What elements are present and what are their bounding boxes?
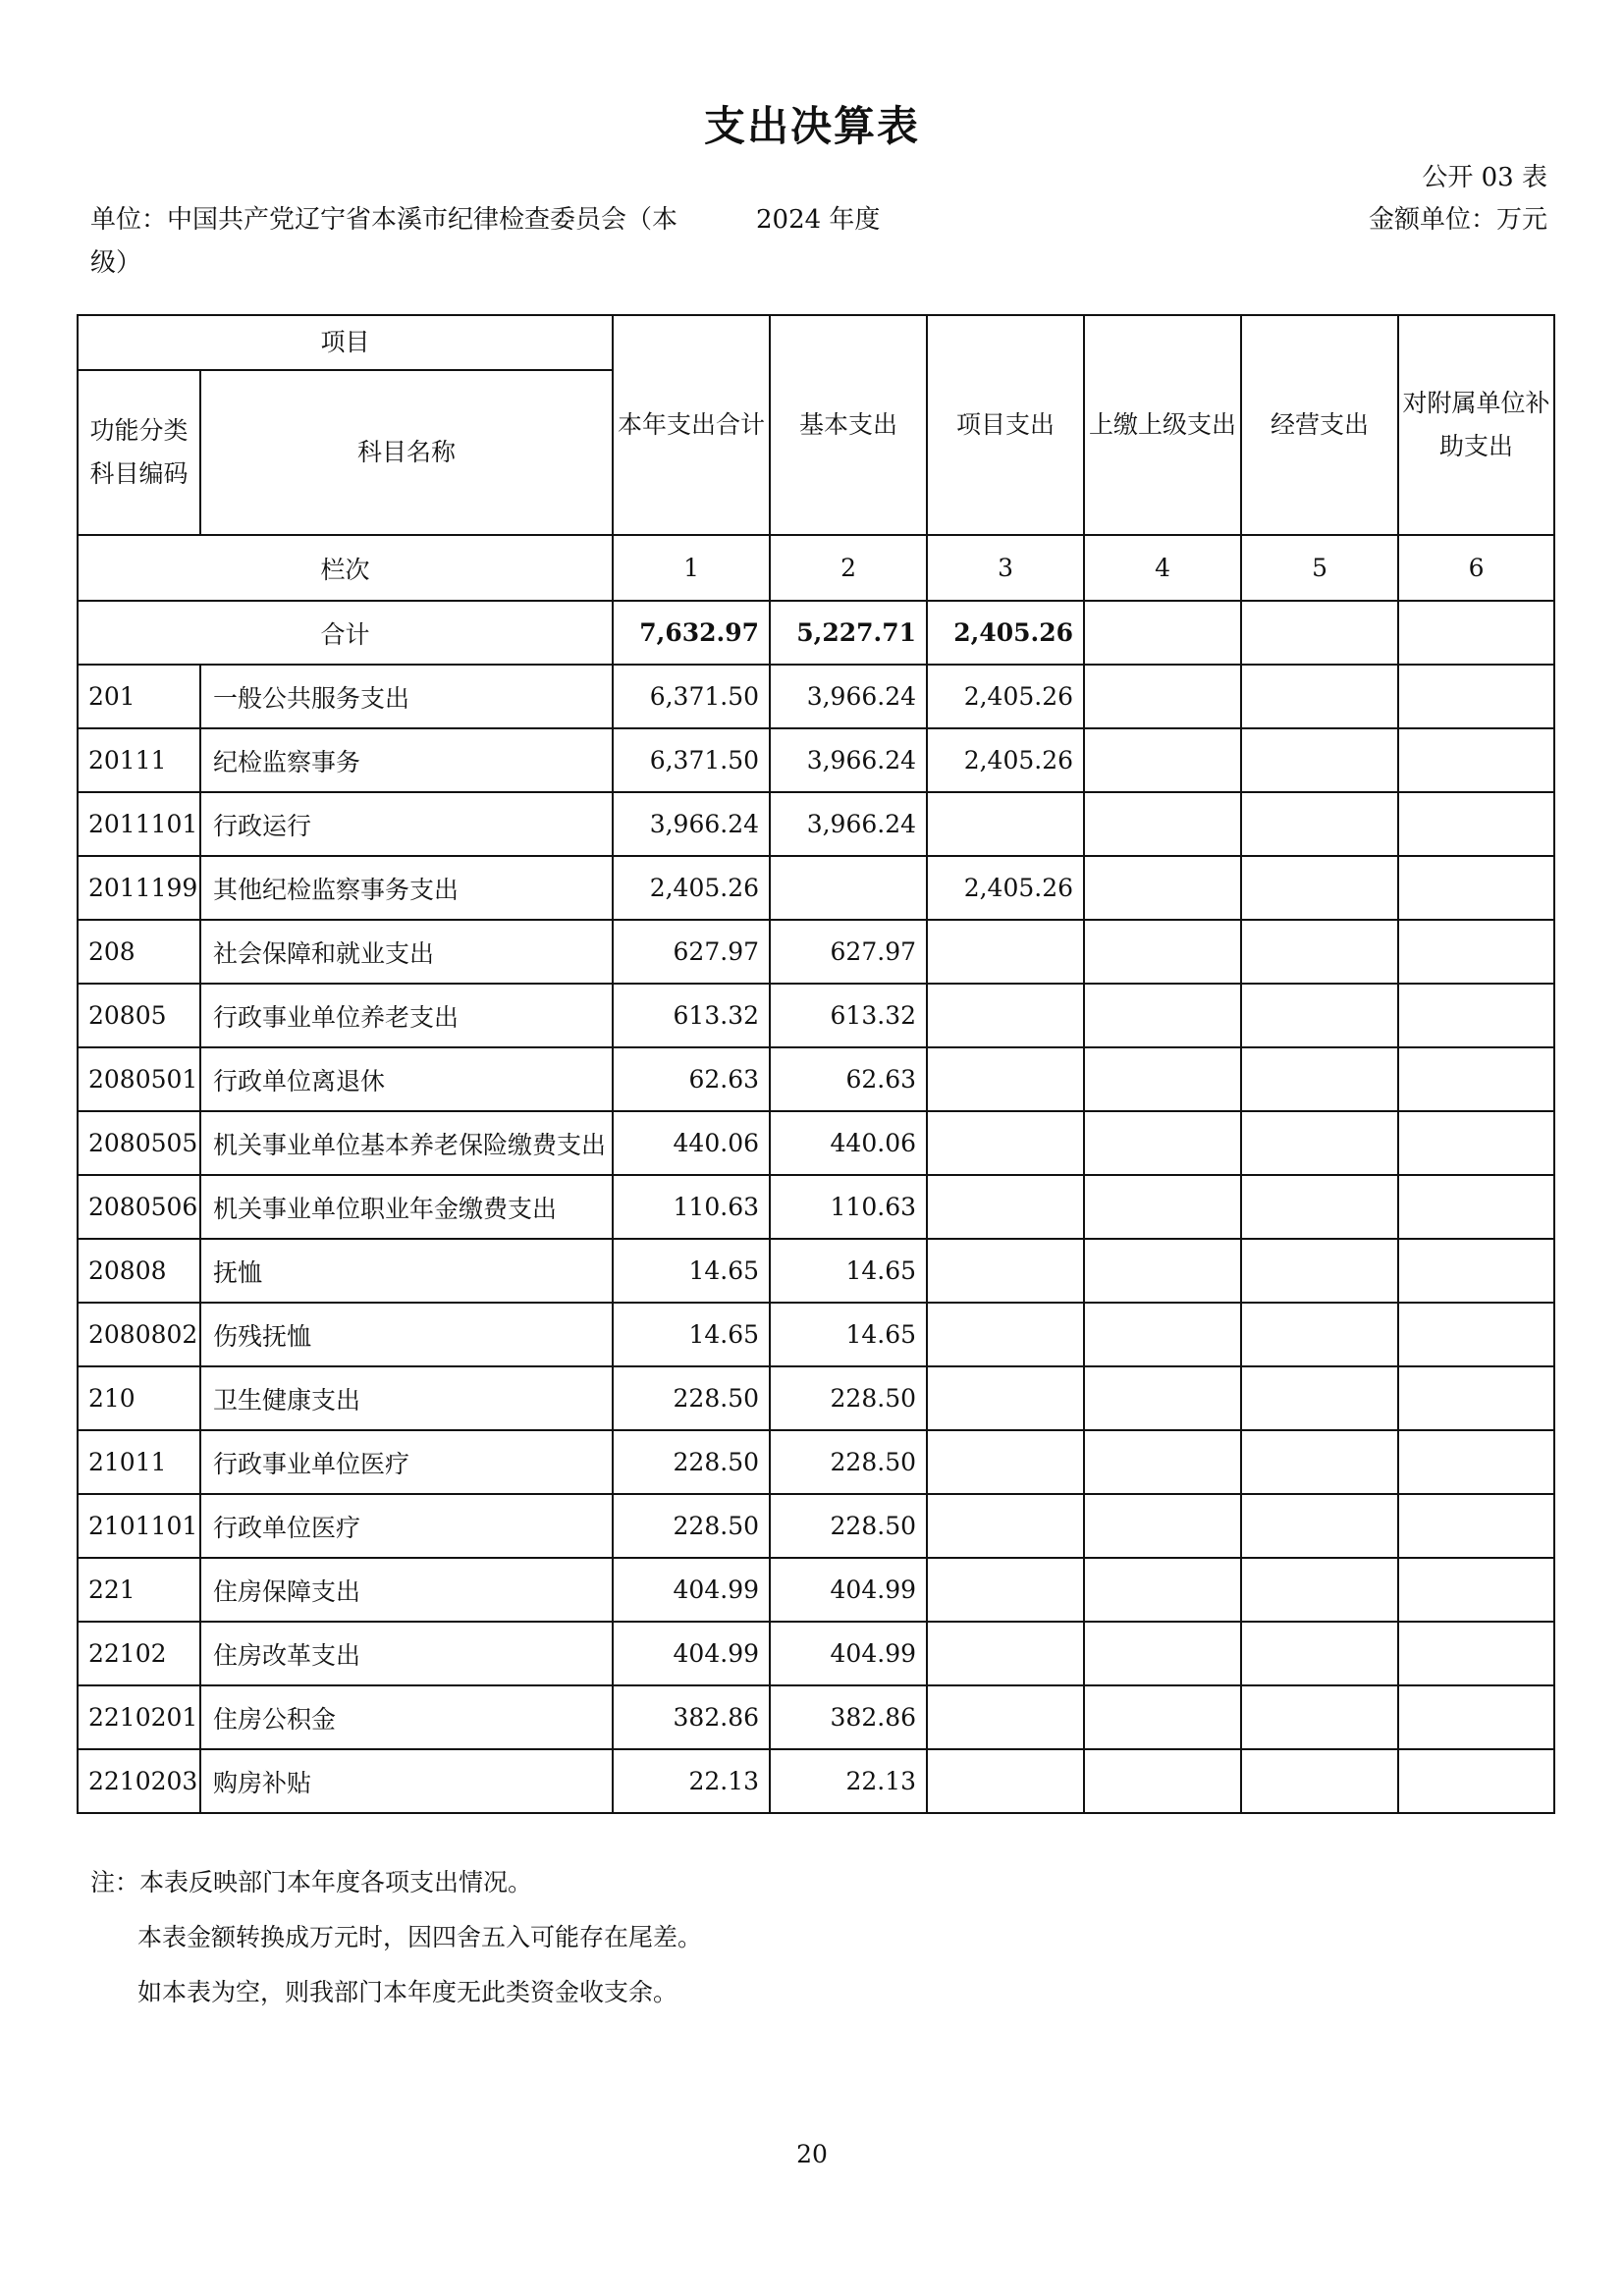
row-code: 2080506	[78, 1175, 200, 1239]
table-row	[78, 1175, 1554, 1239]
total-label: 合计	[78, 601, 613, 665]
row-c6	[1398, 920, 1554, 984]
table-row	[78, 1239, 1554, 1303]
row-c2: 3,966.24	[770, 728, 927, 792]
row-name: 行政事业单位养老支出	[200, 984, 613, 1047]
row-c6	[1398, 1047, 1554, 1111]
row-c3: 2,405.26	[927, 856, 1084, 920]
row-c4	[1084, 1111, 1241, 1175]
notes	[90, 1855, 702, 2020]
row-c3	[927, 920, 1084, 984]
row-c2: 62.63	[770, 1047, 927, 1111]
row-c6	[1398, 984, 1554, 1047]
row-name: 抚恤	[200, 1239, 613, 1303]
row-code: 2011101	[78, 792, 200, 856]
row-c4	[1084, 1430, 1241, 1494]
expenditure-table	[77, 314, 1555, 1814]
seq-1: 1	[613, 535, 770, 601]
row-c1: 14.65	[613, 1239, 770, 1303]
row-c6	[1398, 1239, 1554, 1303]
row-c1: 110.63	[613, 1175, 770, 1239]
row-c2: 228.50	[770, 1494, 927, 1558]
table-row	[78, 1430, 1554, 1494]
row-code: 21011	[78, 1430, 200, 1494]
row-c1: 404.99	[613, 1622, 770, 1685]
row-c6	[1398, 1366, 1554, 1430]
row-c1: 627.97	[613, 920, 770, 984]
row-c4	[1084, 1749, 1241, 1813]
row-c5	[1241, 1558, 1398, 1622]
row-c2: 228.50	[770, 1366, 927, 1430]
row-c2: 3,966.24	[770, 665, 927, 728]
row-c1: 6,371.50	[613, 665, 770, 728]
table-row	[78, 1303, 1554, 1366]
row-c6	[1398, 1303, 1554, 1366]
row-name: 购房补贴	[200, 1749, 613, 1813]
seq-3: 3	[927, 535, 1084, 601]
row-code: 2210203	[78, 1749, 200, 1813]
row-code: 20111	[78, 728, 200, 792]
page-title: 支出决算表	[703, 102, 920, 150]
row-name: 其他纪检监察事务支出	[200, 856, 613, 920]
row-c1: 382.86	[613, 1685, 770, 1749]
row-c4	[1084, 1303, 1241, 1366]
row-c3	[927, 1430, 1084, 1494]
note-line: 如本表为空，则我部门本年度无此类资金收支余。	[137, 1978, 678, 2006]
row-c3	[927, 1047, 1084, 1111]
row-name: 社会保障和就业支出	[200, 920, 613, 984]
row-c3	[927, 1558, 1084, 1622]
row-name: 机关事业单位基本养老保险缴费支出	[200, 1111, 613, 1175]
row-c6	[1398, 1749, 1554, 1813]
row-c5	[1241, 728, 1398, 792]
row-name: 行政运行	[200, 792, 613, 856]
row-c4	[1084, 984, 1241, 1047]
row-name: 住房保障支出	[200, 1558, 613, 1622]
header-name: 科目名称	[200, 370, 613, 535]
header-col3: 项目支出	[927, 315, 1084, 535]
table-row	[78, 984, 1554, 1047]
row-c4	[1084, 1175, 1241, 1239]
row-name: 行政事业单位医疗	[200, 1430, 613, 1494]
row-c4	[1084, 1366, 1241, 1430]
table-row	[78, 1366, 1554, 1430]
row-c6	[1398, 1558, 1554, 1622]
header-col6: 对附属单位补助支出	[1398, 315, 1554, 535]
row-c3	[927, 1494, 1084, 1558]
note-line: 注：本表反映部门本年度各项支出情况。	[90, 1868, 533, 1896]
row-c5	[1241, 1685, 1398, 1749]
row-name: 住房公积金	[200, 1685, 613, 1749]
row-c5	[1241, 1111, 1398, 1175]
total-c6	[1398, 601, 1554, 665]
table-row	[78, 1047, 1554, 1111]
row-c1: 6,371.50	[613, 728, 770, 792]
fiscal-year: 2024 年度	[756, 205, 881, 235]
row-c2: 404.99	[770, 1622, 927, 1685]
row-c2: 110.63	[770, 1175, 927, 1239]
table-row	[78, 856, 1554, 920]
row-code: 22102	[78, 1622, 200, 1685]
row-code: 2080501	[78, 1047, 200, 1111]
header-col5: 经营支出	[1241, 315, 1398, 535]
row-c2: 14.65	[770, 1239, 927, 1303]
row-c6	[1398, 792, 1554, 856]
row-c2: 404.99	[770, 1558, 927, 1622]
row-c2: 3,966.24	[770, 792, 927, 856]
row-c5	[1241, 1494, 1398, 1558]
table-row	[78, 728, 1554, 792]
table-row	[78, 792, 1554, 856]
row-name: 住房改革支出	[200, 1622, 613, 1685]
table-row	[78, 1685, 1554, 1749]
total-c5	[1241, 601, 1398, 665]
row-name: 卫生健康支出	[200, 1366, 613, 1430]
row-code: 2210201	[78, 1685, 200, 1749]
row-c3	[927, 1175, 1084, 1239]
row-c5	[1241, 1047, 1398, 1111]
row-c2	[770, 856, 927, 920]
row-c6	[1398, 1175, 1554, 1239]
row-c1: 2,405.26	[613, 856, 770, 920]
seq-6: 6	[1398, 535, 1554, 601]
row-c1: 228.50	[613, 1366, 770, 1430]
row-c1: 62.63	[613, 1047, 770, 1111]
row-c3	[927, 1749, 1084, 1813]
row-code: 208	[78, 920, 200, 984]
total-c1: 7,632.97	[613, 601, 770, 665]
row-c3	[927, 1366, 1084, 1430]
row-c6	[1398, 1622, 1554, 1685]
row-c3: 2,405.26	[927, 728, 1084, 792]
row-c3	[927, 1303, 1084, 1366]
row-code: 201	[78, 665, 200, 728]
row-c2: 228.50	[770, 1430, 927, 1494]
row-name: 机关事业单位职业年金缴费支出	[200, 1175, 613, 1239]
row-c4	[1084, 1558, 1241, 1622]
row-c4	[1084, 1239, 1241, 1303]
row-c3: 2,405.26	[927, 665, 1084, 728]
total-c2: 5,227.71	[770, 601, 927, 665]
row-c2: 613.32	[770, 984, 927, 1047]
header-col2: 基本支出	[770, 315, 927, 535]
header-item: 项目	[78, 315, 613, 370]
row-c1: 440.06	[613, 1111, 770, 1175]
row-c3	[927, 984, 1084, 1047]
row-c4	[1084, 1622, 1241, 1685]
row-c6	[1398, 728, 1554, 792]
row-c5	[1241, 792, 1398, 856]
header-code: 功能分类科目编码	[78, 370, 200, 535]
row-c3	[927, 1622, 1084, 1685]
row-c2: 22.13	[770, 1749, 927, 1813]
row-c4	[1084, 1494, 1241, 1558]
row-c5	[1241, 1303, 1398, 1366]
row-code: 20808	[78, 1239, 200, 1303]
row-c5	[1241, 984, 1398, 1047]
row-code: 221	[78, 1558, 200, 1622]
table-row	[78, 1749, 1554, 1813]
row-c6	[1398, 1494, 1554, 1558]
row-c1: 228.50	[613, 1430, 770, 1494]
seq-label: 栏次	[78, 535, 613, 601]
row-c5	[1241, 1175, 1398, 1239]
row-c1: 14.65	[613, 1303, 770, 1366]
seq-4: 4	[1084, 535, 1241, 601]
row-c6	[1398, 1685, 1554, 1749]
row-code: 210	[78, 1366, 200, 1430]
row-c3	[927, 792, 1084, 856]
row-c4	[1084, 920, 1241, 984]
row-c6	[1398, 856, 1554, 920]
row-c4	[1084, 728, 1241, 792]
row-c1: 613.32	[613, 984, 770, 1047]
row-c1: 22.13	[613, 1749, 770, 1813]
row-c4	[1084, 792, 1241, 856]
row-c5	[1241, 1239, 1398, 1303]
row-c5	[1241, 1366, 1398, 1430]
row-name: 行政单位医疗	[200, 1494, 613, 1558]
row-c3	[927, 1239, 1084, 1303]
row-c6	[1398, 1111, 1554, 1175]
table-row	[78, 665, 1554, 728]
table-row	[78, 1111, 1554, 1175]
row-c1: 3,966.24	[613, 792, 770, 856]
row-c5	[1241, 1749, 1398, 1813]
row-c4	[1084, 1047, 1241, 1111]
row-c2: 382.86	[770, 1685, 927, 1749]
row-c6	[1398, 665, 1554, 728]
row-c1: 228.50	[613, 1494, 770, 1558]
row-c6	[1398, 1430, 1554, 1494]
row-c4	[1084, 856, 1241, 920]
row-c5	[1241, 856, 1398, 920]
row-name: 伤残抚恤	[200, 1303, 613, 1366]
table-row	[78, 1558, 1554, 1622]
row-code: 2101101	[78, 1494, 200, 1558]
row-c3	[927, 1685, 1084, 1749]
total-row	[78, 601, 1554, 665]
header-col4: 上缴上级支出	[1084, 315, 1241, 535]
note-line: 本表金额转换成万元时，因四舍五入可能存在尾差。	[137, 1923, 703, 1951]
row-c5	[1241, 920, 1398, 984]
table-row	[78, 1494, 1554, 1558]
seq-2: 2	[770, 535, 927, 601]
row-code: 2080505	[78, 1111, 200, 1175]
table-row	[78, 1622, 1554, 1685]
row-name: 一般公共服务支出	[200, 665, 613, 728]
row-c2: 14.65	[770, 1303, 927, 1366]
row-c5	[1241, 1622, 1398, 1685]
row-c3	[927, 1111, 1084, 1175]
row-c2: 627.97	[770, 920, 927, 984]
row-code: 2080802	[78, 1303, 200, 1366]
page-number: 20	[796, 2140, 828, 2168]
row-c4	[1084, 1685, 1241, 1749]
row-c5	[1241, 665, 1398, 728]
row-c5	[1241, 1430, 1398, 1494]
row-c4	[1084, 665, 1241, 728]
seq-5: 5	[1241, 535, 1398, 601]
money-unit-label: 金额单位：万元	[1368, 205, 1547, 235]
unit-label: 单位：中国共产党辽宁省本溪市纪律检查委员会（本级）	[90, 205, 678, 278]
row-code: 20805	[78, 984, 200, 1047]
row-c1: 404.99	[613, 1558, 770, 1622]
row-name: 行政单位离退休	[200, 1047, 613, 1111]
total-c3: 2,405.26	[927, 601, 1084, 665]
row-c2: 440.06	[770, 1111, 927, 1175]
form-number: 公开 03 表	[1422, 163, 1547, 192]
total-c4	[1084, 601, 1241, 665]
row-name: 纪检监察事务	[200, 728, 613, 792]
table-row	[78, 920, 1554, 984]
header-col1: 本年支出合计	[613, 315, 770, 535]
row-code: 2011199	[78, 856, 200, 920]
